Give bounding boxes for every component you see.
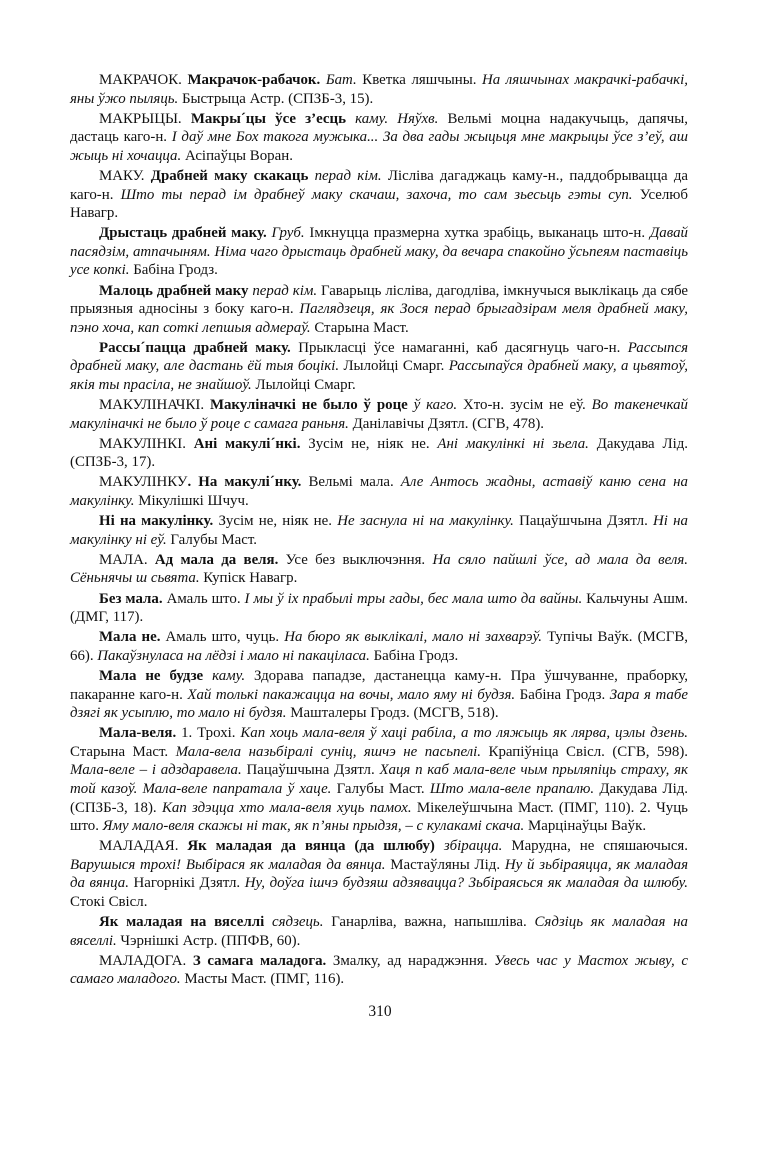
dictionary-entry [70, 512, 688, 549]
entry-headphrase: Макуліначкі не было ў роце [209, 397, 408, 414]
entry-italic-text: перад кім. [314, 167, 382, 184]
entry-italic-text: Мала-веле – і адздаравела. [70, 762, 242, 779]
dictionary-entry [70, 667, 688, 723]
entry-text: Масты Маст. (ПМГ, 116). [180, 971, 345, 988]
entry-text: Мастаўляны Лід. [385, 856, 505, 873]
entry-italic-text: І даў мне Бох такога мужыка... За два гады жыцьця мне макрыцы ўсе з’еў, аш жыць ні хочацца. [70, 129, 688, 164]
entry-headphrase: Ні на макулінку. [99, 513, 214, 530]
dictionary-entry [70, 590, 688, 627]
entry-italic-text: Што мала-веле прапалю. [429, 780, 595, 797]
entry-italic-text: Ну, доўга ішчэ будзяш адзявацца? Зьбіраясься як маладая да шлюбу. [244, 875, 689, 892]
entry-italic-text: Варушыся трохі! Выбірася як маладая да вянца. [70, 856, 386, 873]
entry-text: Быстрыца Астр. (СПЗБ-3, 15). [178, 90, 374, 107]
entry-text: Данілавічы Дзятл. (СГВ, 478). [348, 415, 545, 432]
entry-italic-text: Яму мало-веля скажы ні так, як п’яны прыдзя, – с кулакамі скача. [102, 818, 525, 835]
entry-italic-text: Але Антось жадны, аставіў каню сена на макулінку. [70, 474, 688, 510]
dictionary-entry [70, 913, 688, 950]
dictionary-entry [70, 110, 688, 166]
entry-text: МАЛАДАЯ. [99, 838, 188, 855]
entry-text [346, 111, 355, 127]
entry-text [203, 668, 212, 684]
entry-italic-text: Во такенечкай макуліначкі не было ў роце с самага раньня. [70, 397, 688, 432]
entry-text: МАЛАДОГА. [99, 952, 193, 969]
entry-italic-text: Хай толькі пакажацца на вочы, мало яму ні будзя. [187, 686, 516, 703]
entry-italic-text: Ні на макулінку ні еў. [70, 513, 688, 548]
entry-headphrase: Дрыстаць драбней маку. [99, 225, 267, 242]
entry-headphrase: Мала не будзе [99, 667, 204, 684]
entry-text: Кветка ляшчыны. [356, 72, 483, 88]
dictionary-entry [70, 167, 688, 223]
entry-italic-text: перад кім. [252, 282, 318, 299]
dictionary-entry [70, 71, 688, 108]
entry-headphrase: З самага маладога. [192, 952, 327, 969]
entry-text [435, 838, 444, 854]
entry-italic-text: На бюро як выклікалі, мало ні захварэў. [284, 629, 542, 646]
entry-text: МАКУЛІНКІ. [99, 435, 194, 452]
dictionary-entry [70, 473, 688, 510]
entry-text: Старына Маст. [310, 319, 409, 336]
entry-text: Амаль што, чуць. [160, 629, 285, 646]
entry-text: Лылойці Смарг. [339, 358, 449, 375]
entry-italic-text: Груб. [271, 225, 305, 242]
entry-italic-text: каму. Няўхв. [355, 110, 439, 127]
entry-italic-text: Паглядзеця, як Зося перад брыгадзірам меля драбней маку, пэно хоча, кап соткі лепшыя адмераў. [70, 301, 688, 336]
entry-italic-text: Пакаўзнуласа на лёдзі і мало ні пакаціласа. [97, 647, 370, 664]
entry-headphrase: Макры´цы ўсе з’есць [190, 110, 346, 127]
entry-headphrase: Малоць драбней маку [99, 282, 249, 299]
entry-italic-text: Зара я табе дзягі як усыплю, то мало ні будзя. [70, 686, 688, 722]
entry-italic-text: ў каго. [413, 397, 458, 414]
entry-text: МАКРЫЦЫ. [99, 110, 191, 127]
entry-text: МАКРАЧОК. [99, 72, 188, 88]
entry-text: Змалку, ад нараджэння. [326, 952, 495, 969]
entry-headphrase: . На макулі´нку. [187, 474, 302, 491]
entry-text: Лісліва дагаджаць каму-н., паддобрывацца да каго-н. [70, 167, 689, 203]
entry-italic-text: Бат. [325, 72, 357, 88]
entry-italic-text: Кап хоць мала-веля ў хаці рабіла, а то ляжыць як лярва, цэлы дзень. [240, 725, 688, 742]
entry-headphrase: Без мала. [99, 590, 163, 607]
entry-italic-text: каму. [212, 667, 246, 684]
entry-italic-text: Хаця п каб мала-веле чым прыляпіць страху, як той казоў. Мала-веле папратала ў хаце. [70, 762, 688, 797]
entry-headphrase: Драбней маку скакаць [150, 167, 309, 184]
entry-text: Вельмі моцна надакучыць, дапячы, дастаць каго-н. [70, 110, 688, 146]
entry-italic-text: І мы ў іх прабылі тры гады, бес мала што да вайны. [244, 590, 583, 607]
entry-italic-text: Мала-вела назьбіралі суніц, яшчэ не пасьпелі. [175, 743, 482, 760]
entry-text: Прыкласці ўсе намаганні, каб дасягнуць чаго-н. [290, 339, 628, 356]
entry-text: Кальчуны Ашм. (ДМГ, 117). [70, 590, 689, 626]
entry-text: Імкнуцца празмерна хутка зрабіць, выканаць што-н. [304, 225, 650, 242]
entry-italic-text: Увесь час у Мастох жыву, с самаго маладого. [70, 952, 689, 988]
entry-text: Здорава пападзе, дастанецца каму-н. Пра ўшчуванне, праборку, пакаранне каго-н. [70, 667, 688, 703]
entry-text: Галубы Маст. [331, 780, 430, 797]
entry-text: 1. Трохі. [176, 725, 241, 742]
entry-text: Пацаўшчына Дзятл. [513, 513, 654, 530]
entry-headphrase: Мала-веля. [99, 725, 177, 742]
entry-italic-text: Рассыпаўся драбней маку, а цьвятоў, якія ты прасіла, не знайшоў. [70, 358, 689, 393]
entry-text: Нагорнікі Дзятл. [128, 875, 245, 892]
entry-text [264, 914, 272, 930]
entry-headphrase: Ад мала да веля. [154, 551, 279, 568]
entry-text: Уселюб Навагр. [70, 186, 688, 222]
entry-headphrase: Ані макулі´нкі. [193, 435, 301, 452]
entry-headphrase: Як маладая да вянца (да шлюбу) [187, 838, 435, 855]
entry-headphrase: Як маладая на вяселлі [99, 914, 265, 931]
entry-italic-text: Ну й зьбіраяцца, як маладая да вянца. [70, 856, 688, 892]
page-number: 310 [368, 1003, 392, 1020]
entry-text: Марцінаўцы Ваўк. [524, 818, 647, 835]
entry-text: Лылойці Смарг. [251, 377, 356, 393]
entry-text: Мікулішкі Шчуч. [134, 493, 249, 510]
entry-italic-text: Кап здэцца хто мала-веля хуць памох. [161, 799, 412, 816]
entry-headphrase: Рассы´пацца драбней маку. [99, 339, 291, 356]
entry-italic-text: Ані макулінкі ні зьела. [437, 435, 589, 452]
entry-italic-text: сядзець. [272, 914, 324, 931]
entry-italic-text: Сядзіць як маладая на вяселлі. [70, 914, 688, 949]
entry-italic-text: збірацца. [443, 838, 503, 855]
entry-text: Гаварыць лісліва, дагодліва, імкнучыся выклікаць да сябе прыязныя адносіны з боку каго-н. [70, 282, 688, 318]
entry-text: Бабіна Гродз. [129, 262, 218, 279]
dictionary-entry [70, 724, 688, 836]
entry-text: МАКУЛІНКУ [99, 474, 188, 491]
dictionary-entry [70, 551, 688, 588]
entry-text: Усе без выключэння. [278, 551, 433, 568]
entry-text: Ганарліва, важна, напышліва. [323, 914, 535, 931]
entry-text: Дакудава Лід. (СПЗБ-3, 17). [70, 435, 689, 471]
entry-italic-text: Давай пасядзім, атпачыням. Німа чаго дрыстаць драбней маку, да вечара спакойно ўсьпеям паставіць усе копкі. [70, 225, 688, 279]
entry-text: Зусім не, ніяк не. [300, 435, 438, 452]
entry-text: Вельмі мала. [301, 474, 401, 491]
entries-column [70, 71, 688, 989]
entry-text: Галубы Маст. [166, 531, 257, 548]
entry-text: Амаль што. [162, 590, 245, 607]
dictionary-entry [70, 628, 688, 665]
dictionary-entry [70, 435, 688, 472]
dictionary-entry [70, 952, 688, 989]
dictionary-entry [70, 282, 688, 338]
entry-text: Дакудава Лід. (СПЗБ-3, 18). [70, 780, 689, 816]
entry-text: Старына Маст. [70, 743, 176, 760]
dictionary-entry [70, 339, 688, 395]
entry-text: Крапіўніца Свісл. (СГВ, 598). [481, 743, 688, 760]
dictionary-entry [70, 396, 688, 433]
entry-text: МАКУ. [99, 167, 151, 184]
entry-italic-text: Не заснула ні на макулінку. [337, 513, 514, 530]
entry-text: Машталеры Гродз. (МСГВ, 518). [286, 705, 499, 722]
entry-text: МАКУЛІНАЧКІ. [99, 397, 210, 414]
entry-text: Бабіна Гродз. [369, 647, 459, 664]
dictionary-entry [70, 837, 688, 911]
entry-headphrase: Мала не. [99, 629, 161, 646]
entry-text: Асіпаўцы Воран. [181, 147, 293, 164]
dictionary-entry [70, 224, 688, 280]
entry-text: Марудна, не спяшаючыся. [502, 838, 689, 855]
entry-headphrase: Макрачок-рабачок. [187, 72, 321, 88]
entry-italic-text: На сяло пайшлі ўсе, ад мала да веля. Сёньнячы ш сьвята. [70, 551, 688, 587]
entry-text: Купіск Навагр. [199, 570, 298, 587]
entry-italic-text: Што ты перад ім драбнеў маку скачаш, захоча, то сам зьесьць гэты суп. [120, 186, 633, 203]
entry-text: Бабіна Гродз. [515, 686, 610, 703]
entry-text: Мікелеўшчына Маст. (ПМГ, 110). 2. Чуць што. [70, 799, 688, 835]
entry-text: Зусім не, ніяк не. [213, 513, 338, 530]
entry-text: Пацаўшчына Дзятл. [241, 762, 380, 779]
entry-text: МАЛА. [99, 551, 155, 568]
entry-text: Чэрнішкі Астр. (ППФВ, 60). [116, 932, 301, 949]
entry-italic-text: Рассыпся драбней маку, але дастань ёй тыя боцікі. [70, 339, 688, 375]
entry-text: Хто-н. зусім не еў. [457, 397, 592, 414]
entry-italic-text: На ляшчынах макрачкі-рабачкі, яны ўжо пыляць. [70, 72, 688, 107]
entry-text: Стокі Свісл. [70, 894, 148, 911]
entry-text: Тупічы Ваўк. (МСГВ, 66). [70, 629, 688, 664]
